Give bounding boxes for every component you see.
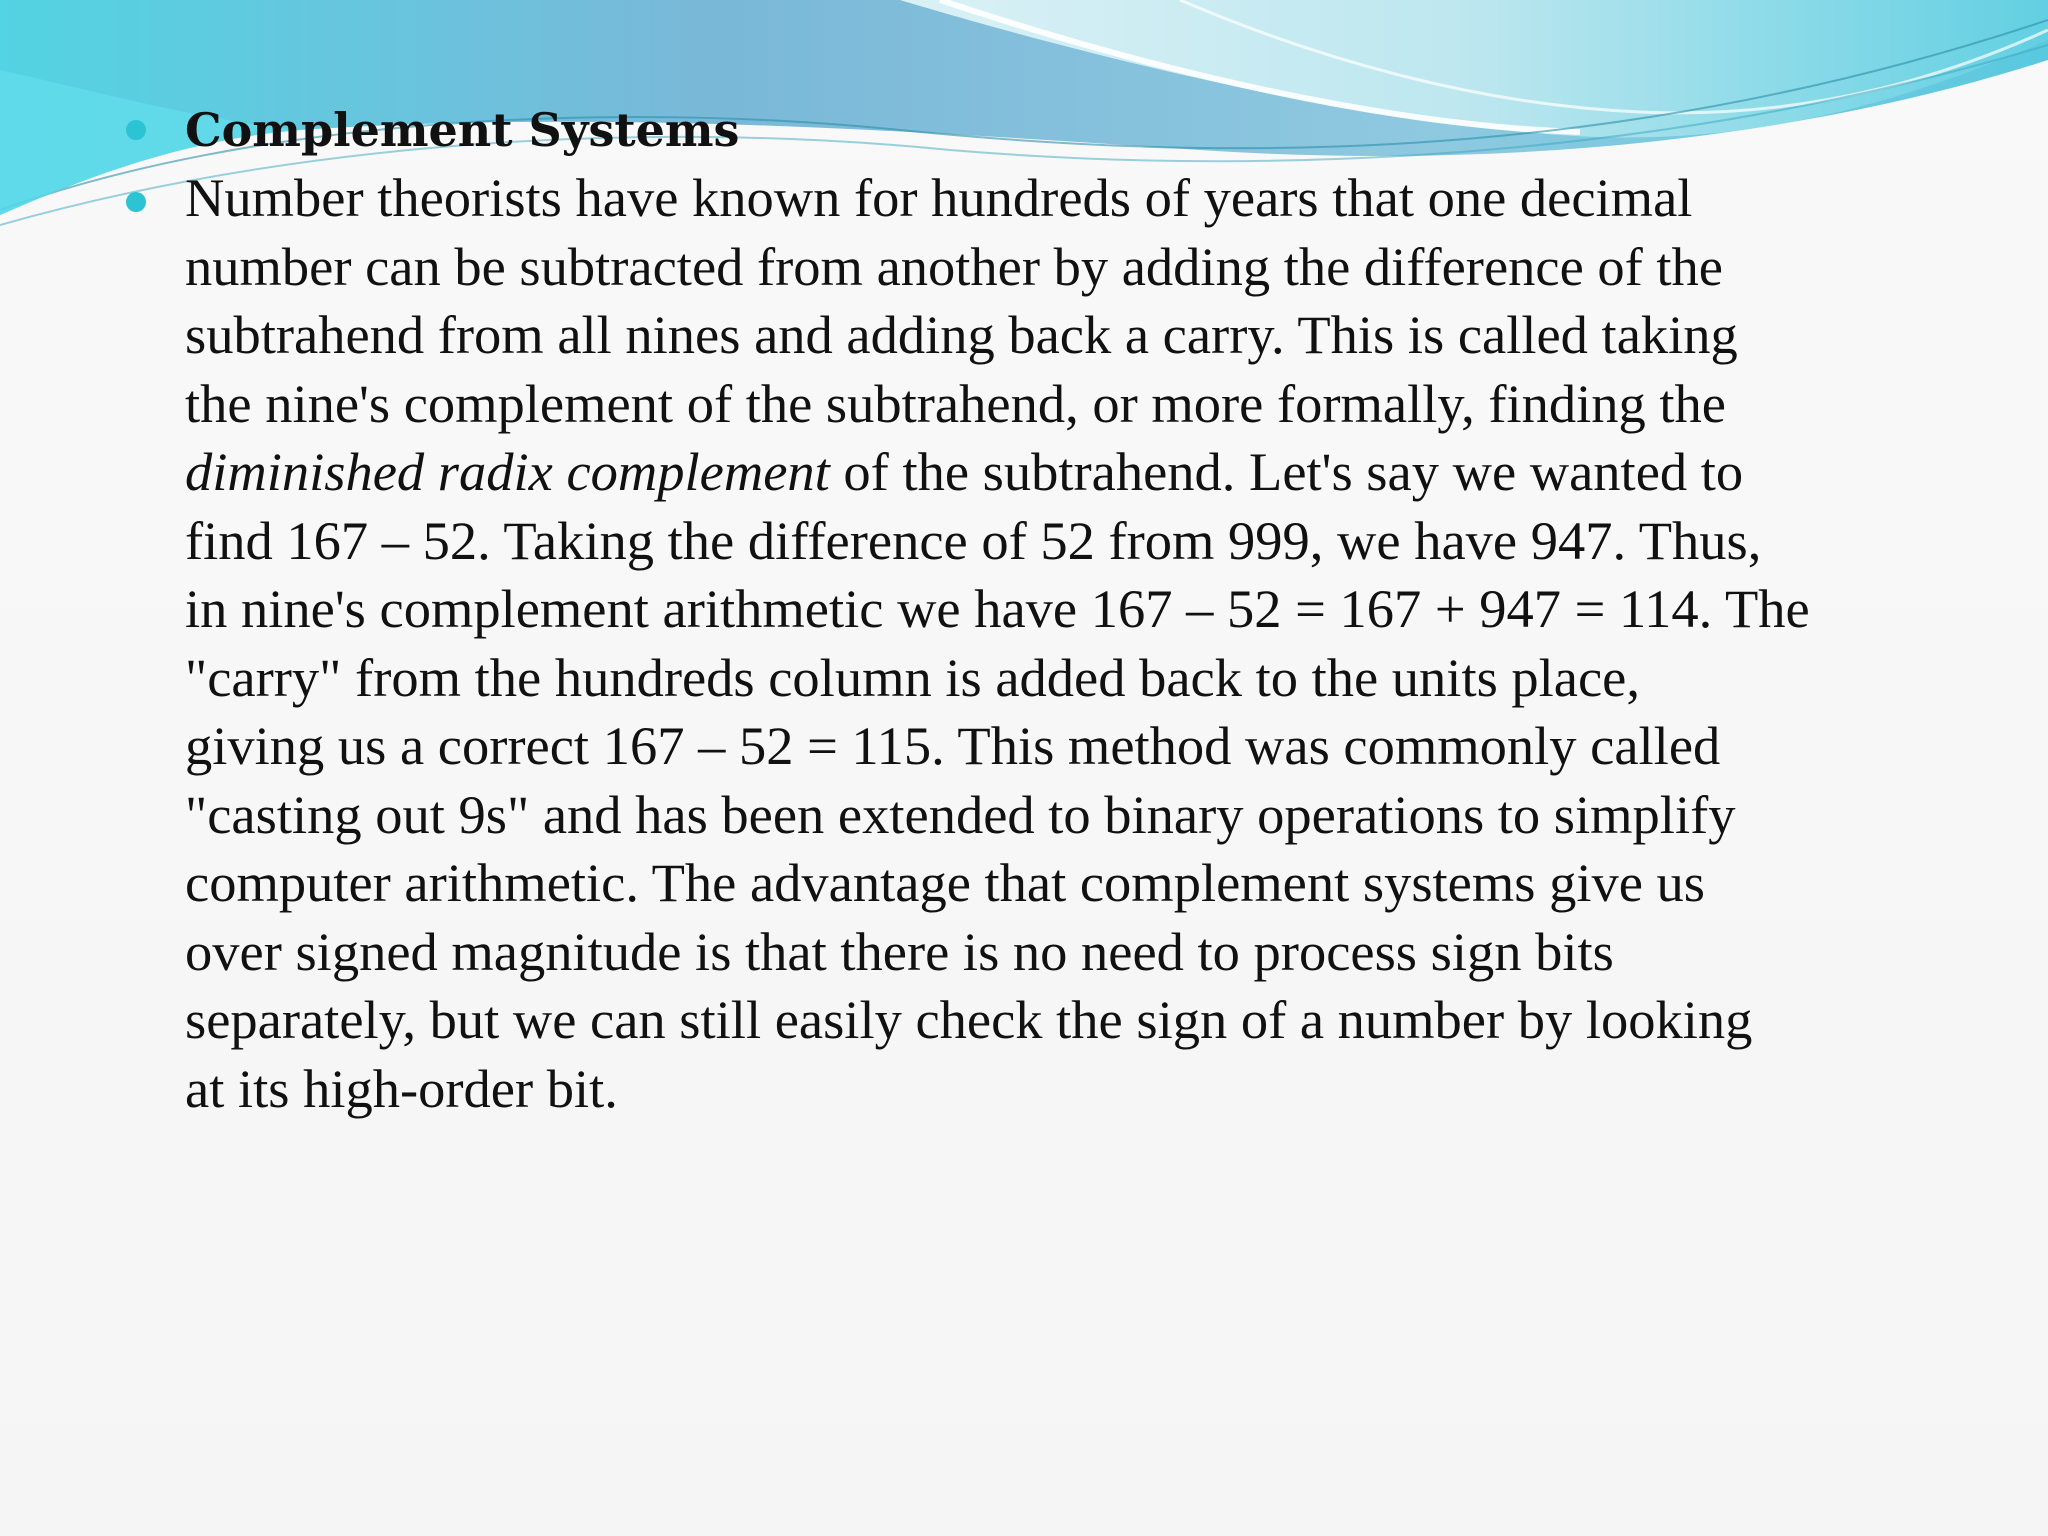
emphasis-term: diminished radix complement xyxy=(185,441,830,502)
body-line: separately, but we can still easily check the sign of a number by looking xyxy=(185,989,1753,1050)
bullet-dot-icon xyxy=(126,192,146,212)
body-line: find 167 – 52. Taking the difference of 52 from 999, we have 947. Thus, xyxy=(185,509,1762,571)
body-line-rest: of the subtrahend. Let's say we wanted to xyxy=(829,441,1744,502)
body-line: the nine's complement of the subtrahend, or more formally, finding the xyxy=(185,372,1726,434)
slide-heading: Complement Systems xyxy=(185,103,740,157)
body-line: at its high-order bit. xyxy=(185,1057,618,1119)
body-line: giving us a correct 167 – 52 = 115. This method was commonly called xyxy=(185,715,1721,776)
body-line: Number theorists have known for hundreds of years that one decimal xyxy=(185,167,1693,228)
bullet-body xyxy=(126,164,1926,1123)
body-line: subtrahend from all nines and adding back a carry. This is called taking xyxy=(185,304,1738,365)
body-line: "casting out 9s" and has been extended to binary operations to simplify xyxy=(185,783,1736,845)
body-line: number can be subtracted from another by adding the difference of the xyxy=(185,235,1724,297)
body-paragraph xyxy=(185,164,1926,1123)
bullet-heading xyxy=(126,96,1926,164)
body-line: computer arithmetic. The advantage that complement systems give us xyxy=(185,852,1706,913)
body-line: over signed magnitude is that there is no need to process sign bits xyxy=(185,920,1614,982)
body-line: in nine's complement arithmetic we have 167 – 52 = 167 + 947 = 114. The xyxy=(185,578,1810,639)
bullet-dot-icon xyxy=(126,120,146,140)
body-line: "carry" from the hundreds column is added back to the units place, xyxy=(185,646,1641,708)
bullet-list xyxy=(126,96,1926,1123)
body-line xyxy=(185,438,1926,507)
